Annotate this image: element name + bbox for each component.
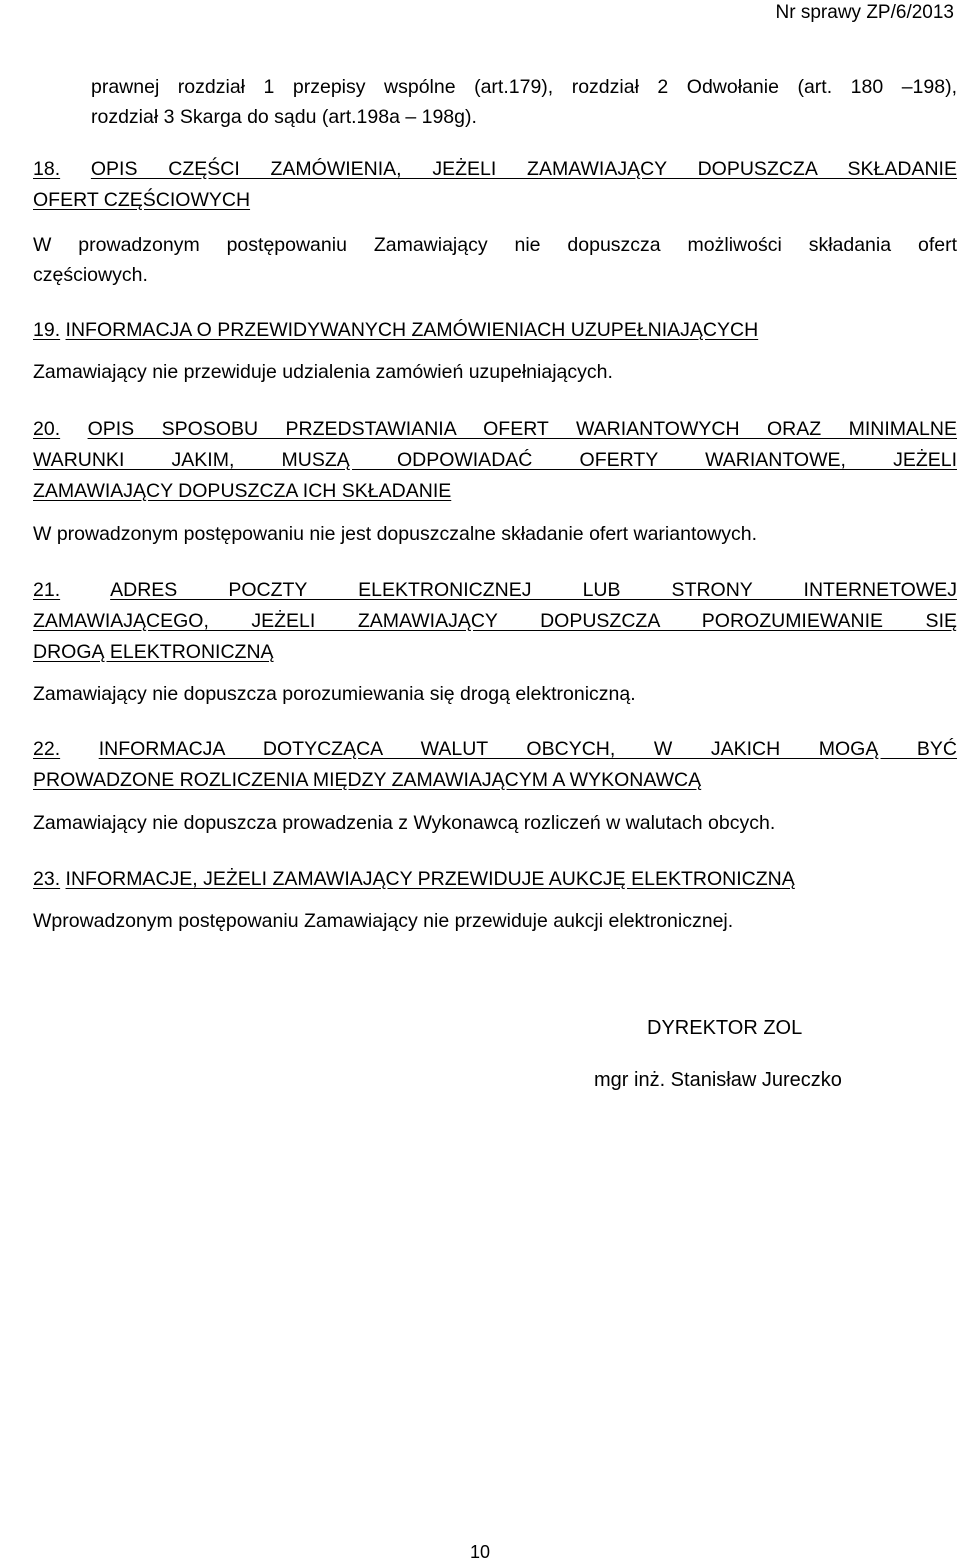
- section-20-body: W prowadzonym postępowaniu nie jest dopuszczalne składanie ofert wariantowych.: [33, 523, 758, 545]
- intro-line-1: prawnej rozdział 1 przepisy wspólne (art.179), rozdział 2 Odwołanie (art. 180 –198),: [91, 76, 957, 98]
- section-21-title-line-2: ZAMAWIAJĄCEGO, JEŻELI ZAMAWIAJĄCY DOPUSZCZA POROZUMIEWANIE SIĘ: [33, 610, 957, 632]
- section-18-heading-line-1: [33, 154, 957, 185]
- section-19-number: 19.: [33, 319, 61, 341]
- section-20-title-line-2: WARUNKI JAKIM, MUSZĄ ODPOWIADAĆ OFERTY WARIANTOWE, JEŻELI: [33, 449, 957, 471]
- section-20-number: 20.: [33, 418, 61, 440]
- section-22-heading-line-1: [33, 734, 957, 765]
- intro-paragraph: [91, 72, 957, 132]
- section-23-title: INFORMACJE, JEŻELI ZAMAWIAJĄCY PRZEWIDUJE AUKCJĘ ELEKTRONICZNĄ: [65, 868, 795, 890]
- section-23-number: 23.: [33, 868, 61, 890]
- section-21-heading: [33, 575, 957, 668]
- section-22-number: 22.: [33, 738, 61, 760]
- section-19-title: INFORMACJA O PRZEWIDYWANYCH ZAMÓWIENIACH UZUPEŁNIAJĄCYCH: [65, 319, 759, 341]
- page-number: 10: [469, 1542, 491, 1562]
- section-18-heading: [33, 154, 957, 216]
- section-18-title-line-2: OFERT CZĘŚCIOWYCH: [33, 189, 251, 211]
- section-21-number: 21.: [33, 579, 61, 601]
- section-22-body: Zamawiający nie dopuszcza prowadzenia z Wykonawcą rozliczeń w walutach obcych.: [33, 812, 776, 834]
- section-18-title-line-1: OPIS CZĘŚCI ZAMÓWIENIA, JEŻELI ZAMAWIAJĄCY DOPUSZCZA SKŁADANIE: [90, 158, 957, 180]
- section-22-heading: [33, 734, 957, 796]
- section-22-title-line-1: INFORMACJA DOTYCZĄCA WALUT OBCYCH, W JAKICH MOGĄ BYĆ: [98, 738, 957, 760]
- section-18-number: 18.: [33, 158, 61, 180]
- section-21-body: Zamawiający nie dopuszcza porozumiewania się drogą elektroniczną.: [33, 683, 636, 705]
- section-20-title-line-3: ZAMAWIAJĄCY DOPUSZCZA ICH SKŁADANIE: [33, 480, 452, 502]
- signature-name: mgr inż. Stanisław Jureczko: [594, 1069, 842, 1091]
- section-18-body-line-2: częściowych.: [33, 264, 148, 286]
- section-23-heading: [33, 864, 957, 895]
- section-18-body: [33, 230, 957, 290]
- section-23-body: Wprowadzonym postępowaniu Zamawiający nie przewiduje aukcji elektronicznej.: [33, 910, 734, 932]
- section-20-heading-line-2: [33, 445, 957, 476]
- case-number: Nr sprawy ZP/6/2013: [775, 2, 954, 23]
- section-20-heading: [33, 414, 957, 507]
- section-19-heading: [33, 315, 957, 346]
- section-18-body-line-1: W prowadzonym postępowaniu Zamawiający nie dopuszcza możliwości składania ofert: [33, 234, 957, 256]
- section-21-title-line-1: ADRES POCZTY ELEKTRONICZNEJ LUB STRONY INTERNETOWEJ: [110, 579, 958, 601]
- section-20-heading-line-1: [33, 414, 957, 445]
- section-21-heading-line-1: [33, 575, 957, 606]
- section-22-title-line-2: PROWADZONE ROZLICZENIA MIĘDZY ZAMAWIAJĄCYM A WYKONAWCĄ: [33, 769, 702, 791]
- signature-position: DYREKTOR ZOL: [647, 1017, 803, 1039]
- section-21-heading-line-2: [33, 606, 957, 637]
- section-19-body: Zamawiający nie przewiduje udzialenia zamówień uzupełniających.: [33, 361, 613, 383]
- section-21-title-line-3: DROGĄ ELEKTRONICZNĄ: [33, 641, 274, 663]
- section-20-title-line-1: OPIS SPOSOBU PRZEDSTAWIANIA OFERT WARIANTOWYCH ORAZ MINIMALNE: [87, 418, 957, 440]
- intro-line-2: rozdział 3 Skarga do sądu (art.198a – 198g).: [91, 106, 477, 128]
